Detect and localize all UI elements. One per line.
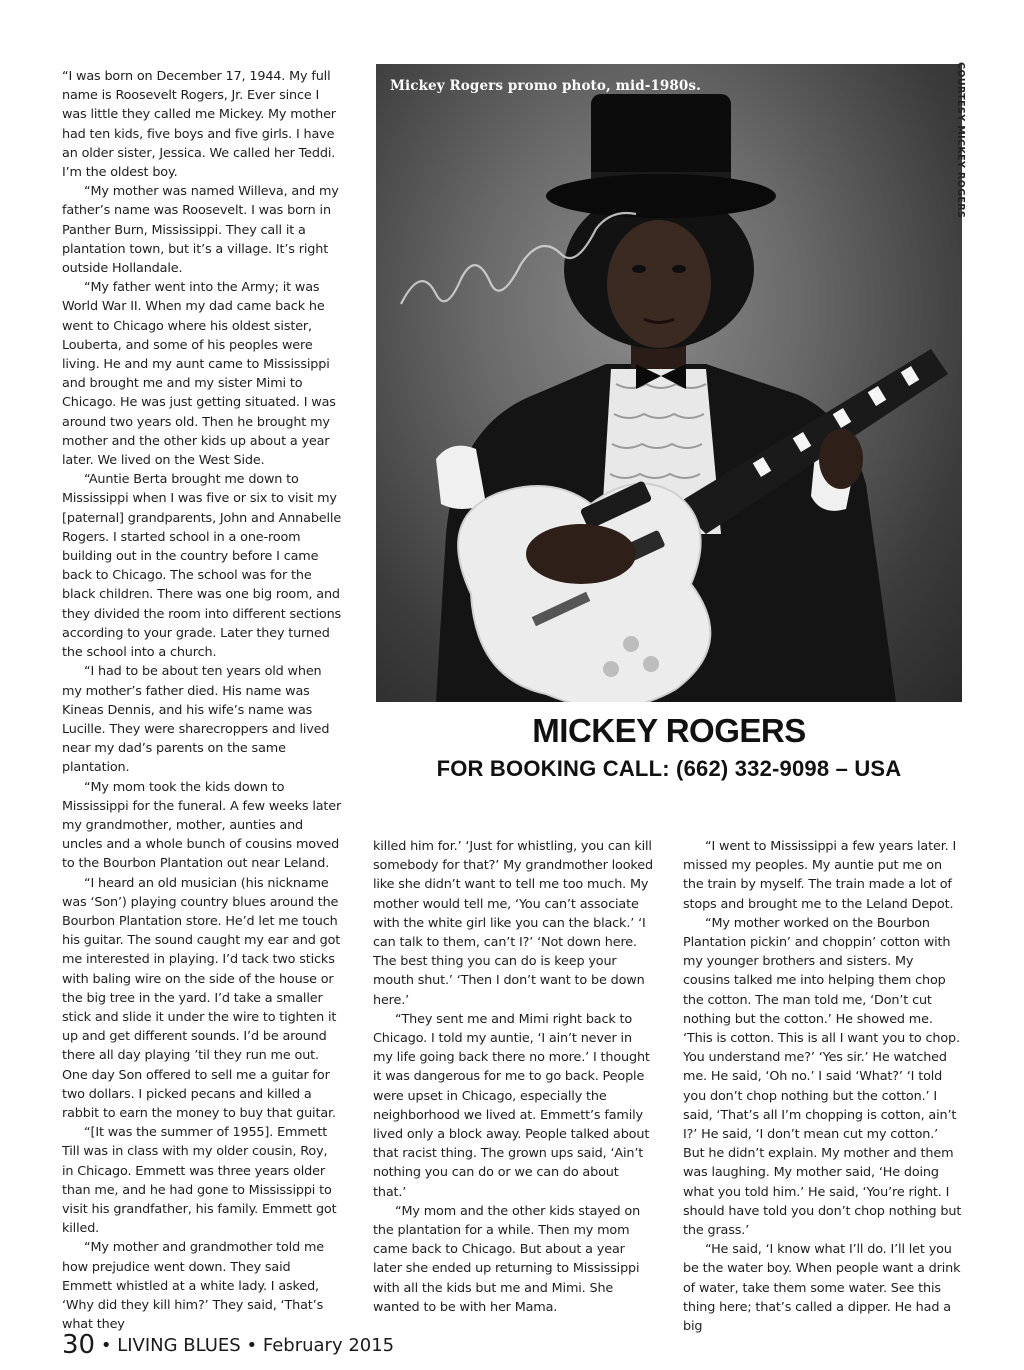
paragraph: “My mother and grandmother told me how prejudice went down. They said Emmett whistled at a white lady. I asked, ‘Why did they kill him?’ They said, ‘That’s what they	[62, 1240, 324, 1333]
footer-separator: •	[100, 1335, 112, 1356]
paragraph: “I heard an old musician (his nickname was ‘Son’) playing country blues around the Bourbon Plantation store. He’d let me touch his guitar. The sound caught my ear and got me interested in playing. I’d tack two sticks with baling wire on the side of the house or the big tree in the yard. I’d take a smaller stick and slide it under the wire to tighten it up and get different sounds. I’d be around there all day playing ’til they run me out. One day Son offered to sell me a guitar for two dollars. I picked pecans and killed a rabbit to earn the money to buy that guitar.	[62, 875, 341, 1121]
booking-name: MICKEY ROGERS	[532, 712, 806, 749]
paragraph: “He said, ‘I know what I’ll do. I’ll let you be the water boy. When people want a drink of water, take them some water. See this thing here; that’s called a dipper. He had a big	[683, 1242, 961, 1335]
promo-photo	[376, 64, 962, 702]
page-footer	[62, 1330, 394, 1360]
photo-illustration	[376, 64, 962, 702]
paragraph: “My mother worked on the Bourbon Plantation pickin’ and choppin’ cotton with my younger brothers and sisters. My cousins talked me into helping them chop the cotton. The man told me, ‘Don’t cut nothing but the cotton.’ He showed me. ‘This is cotton. This is all I want you to chop. You understand me?’ ‘Yes sir.’ He watched me. He said, ‘Oh no.’ I said ‘What?’ ‘I told you don’t chop nothing but the cotton.’ I said, ‘That’s all I’m chopping is cotton, ain’t I?’ He said, ‘I don’t mean cut my cotton.’ But he didn’t explain. My mother and them was laughing. My mother said, ‘He doing what you told him.’ He said, ‘You’re right. I should have told you don’t chop nothing but the grass.’	[683, 915, 962, 1239]
photo-credit: COURTESY MICKEY ROGERS	[955, 62, 966, 219]
article-column-middle	[373, 837, 655, 1317]
article-column-right	[683, 837, 963, 1336]
paragraph: “My mother was named Willeva, and my father’s name was Roosevelt. I was born in Panther Burn, Mississippi. They call it a plantation town, but it’s a village. It’s right outside Hollandale.	[62, 184, 339, 277]
paragraph: “Auntie Berta brought me down to Mississippi when I was five or six to visit my [paternal] grandparents, John and Annabelle Rogers. I started school in a one-room building out in the country before I came back to Chicago. The school was for the black children. There was one big room, and they divided the room into different sections according to your grade. Later they turned the school into a church.	[62, 472, 342, 661]
page-number: 30	[62, 1330, 96, 1360]
paragraph: “I had to be about ten years old when my mother’s father died. His name was Kineas Dennis, and his wife’s name was Lucille. They were sharecroppers and lived near my dad’s parents on the same plantation.	[62, 664, 330, 776]
footer-separator: •	[246, 1335, 258, 1356]
paragraph: “I went to Mississippi a few years later. I missed my peoples. My auntie put me on the train by myself. The train made a lot of stops and brought me to the Leland Depot.	[683, 839, 957, 912]
paragraph: “They sent me and Mimi right back to Chicago. I told my auntie, ‘I ain’t never in my life going back there no more.’ I thought it was dangerous for me to go back. People were upset in Chicago, especially the neighborhood we lived at. Emmett’s family lived only a block away. People talked about that racist thing. The grown ups said, ‘Ain’t nothing you can do or we can do about that.’	[373, 1011, 650, 1200]
booking-phone: FOR BOOKING CALL: (662) 332-9098 – USA	[436, 756, 902, 781]
paragraph: “My father went into the Army; it was World War II. When my dad came back he went to Chicago where his oldest sister, Louberta, and some of his peoples were living. He and my aunt came to Mississippi and brought me and my sister Mimi to Chicago. He was just getting situated. I was around two years old. Then he brought my mother and the other kids up about a year later. We lived on the West Side.	[62, 280, 336, 469]
paragraph: killed him for.’ ‘Just for whistling, you can kill somebody for that?’ My grandmother looked like she didn’t want to tell me too much. My mother would tell me, ‘You can’t associate with the white girl like you can the black.’ ‘I can talk to them, can’t I?’ ‘Not down here. The best thing you can do is keep your mouth shut.’ ‘Then I don’t want to be down here.’	[373, 839, 653, 1008]
paragraph: “I was born on December 17, 1944. My full name is Roosevelt Rogers, Jr. Ever since I was little they called me Mickey. My mother had ten kids, five boys and five girls. I have an older sister, Jessica. We called her Teddi. I’m the oldest boy.	[62, 69, 336, 181]
issue-date: February 2015	[262, 1335, 395, 1356]
paragraph: “My mom and the other kids stayed on the plantation for a while. Then my mom came back to Chicago. But about a year later she ended up returning to Mississippi with all the kids but me and Mimi. She wanted to be with her Mama.	[373, 1203, 641, 1315]
photo-caption: Mickey Rogers promo photo, mid-1980s.	[390, 78, 701, 94]
paragraph: “[It was the summer of 1955]. Emmett Till was in class with my older cousin, Roy, in Chicago. Emmett was three years older than me, and he had gone to Mississippi to visit his grandfather, his family. Emmett got killed.	[62, 1125, 337, 1237]
article-column-left	[62, 67, 342, 1334]
paragraph: “My mom took the kids down to Mississippi for the funeral. A few weeks later my grandmother, mother, aunties and uncles and a whole bunch of cousins moved to the Bourbon Plantation out near Leland.	[62, 779, 342, 872]
magazine-name: LIVING BLUES	[117, 1335, 241, 1356]
